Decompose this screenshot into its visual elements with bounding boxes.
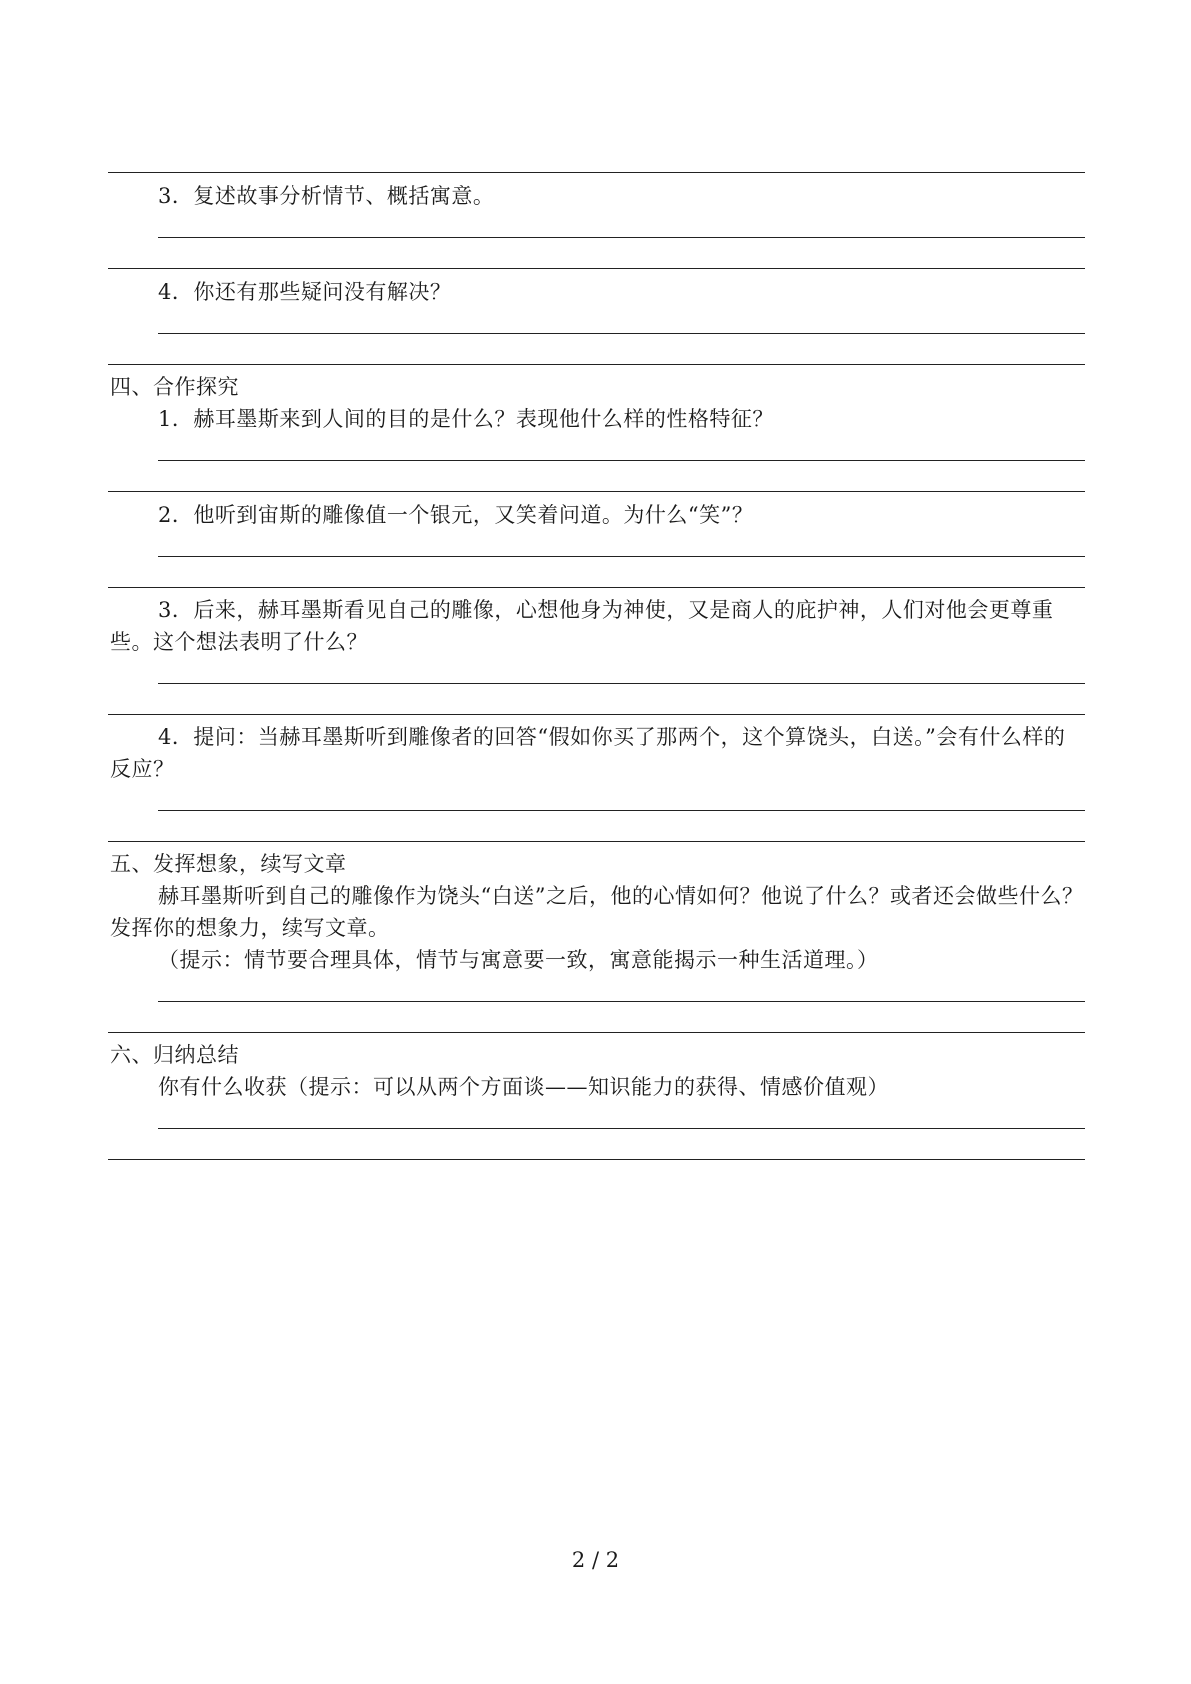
section-heading-summary: 六、归纳总结 xyxy=(110,1043,239,1067)
page-number: 2 / 2 xyxy=(571,1548,620,1572)
answer-line xyxy=(158,810,1085,811)
answer-line xyxy=(108,491,1085,492)
question-unresolved-doubts: 4．你还有那些疑问没有解决？ xyxy=(158,280,452,304)
question-hermes-purpose: 1．赫耳墨斯来到人间的目的是什么？表现他什么样的性格特征？ xyxy=(158,407,774,431)
answer-line xyxy=(108,268,1085,269)
answer-line xyxy=(108,1159,1085,1160)
answer-line xyxy=(158,1128,1085,1129)
answer-line xyxy=(158,460,1085,461)
answer-line xyxy=(108,587,1085,588)
question-hermes-reaction: 4．提问：当赫耳墨斯听到雕像者的回答“假如你买了那两个，这个算饶头，白送。”会有什么样的反应？ xyxy=(110,725,1066,781)
answer-line xyxy=(108,841,1085,842)
summary-prompt: 你有什么收获（提示：可以从两个方面谈——知识能力的获得、情感价值观） xyxy=(158,1075,889,1099)
answer-line xyxy=(158,237,1085,238)
section-heading-imagination: 五、发挥想象，续写文章 xyxy=(110,852,347,876)
section-heading-cooperative-inquiry: 四、合作探究 xyxy=(110,375,239,399)
answer-line xyxy=(108,172,1085,173)
answer-line xyxy=(108,714,1085,715)
answer-line xyxy=(158,1001,1085,1002)
question-why-laugh: 2．他听到宙斯的雕像值一个银元，又笑着问道。为什么“笑”？ xyxy=(158,503,754,527)
imagination-hint: （提示：情节要合理具体，情节与寓意要一致，寓意能揭示一种生活道理。） xyxy=(158,948,879,972)
answer-line xyxy=(158,683,1085,684)
question-recap-story: 3．复述故事分析情节、概括寓意。 xyxy=(158,184,495,208)
answer-line xyxy=(158,556,1085,557)
question-hermes-thought: 3．后来，赫耳墨斯看见自己的雕像，心想他身为神使，又是商人的庇护神，人们对他会更尊重些。这个想法表明了什么？ xyxy=(110,598,1054,654)
answer-line xyxy=(158,333,1085,334)
imagination-prompt: 赫耳墨斯听到自己的雕像作为饶头“白送”之后，他的心情如何？他说了什么？或者还会做些什么？发挥你的想象力，续写文章。 xyxy=(110,884,1084,940)
answer-line xyxy=(108,1032,1085,1033)
answer-line xyxy=(108,364,1085,365)
